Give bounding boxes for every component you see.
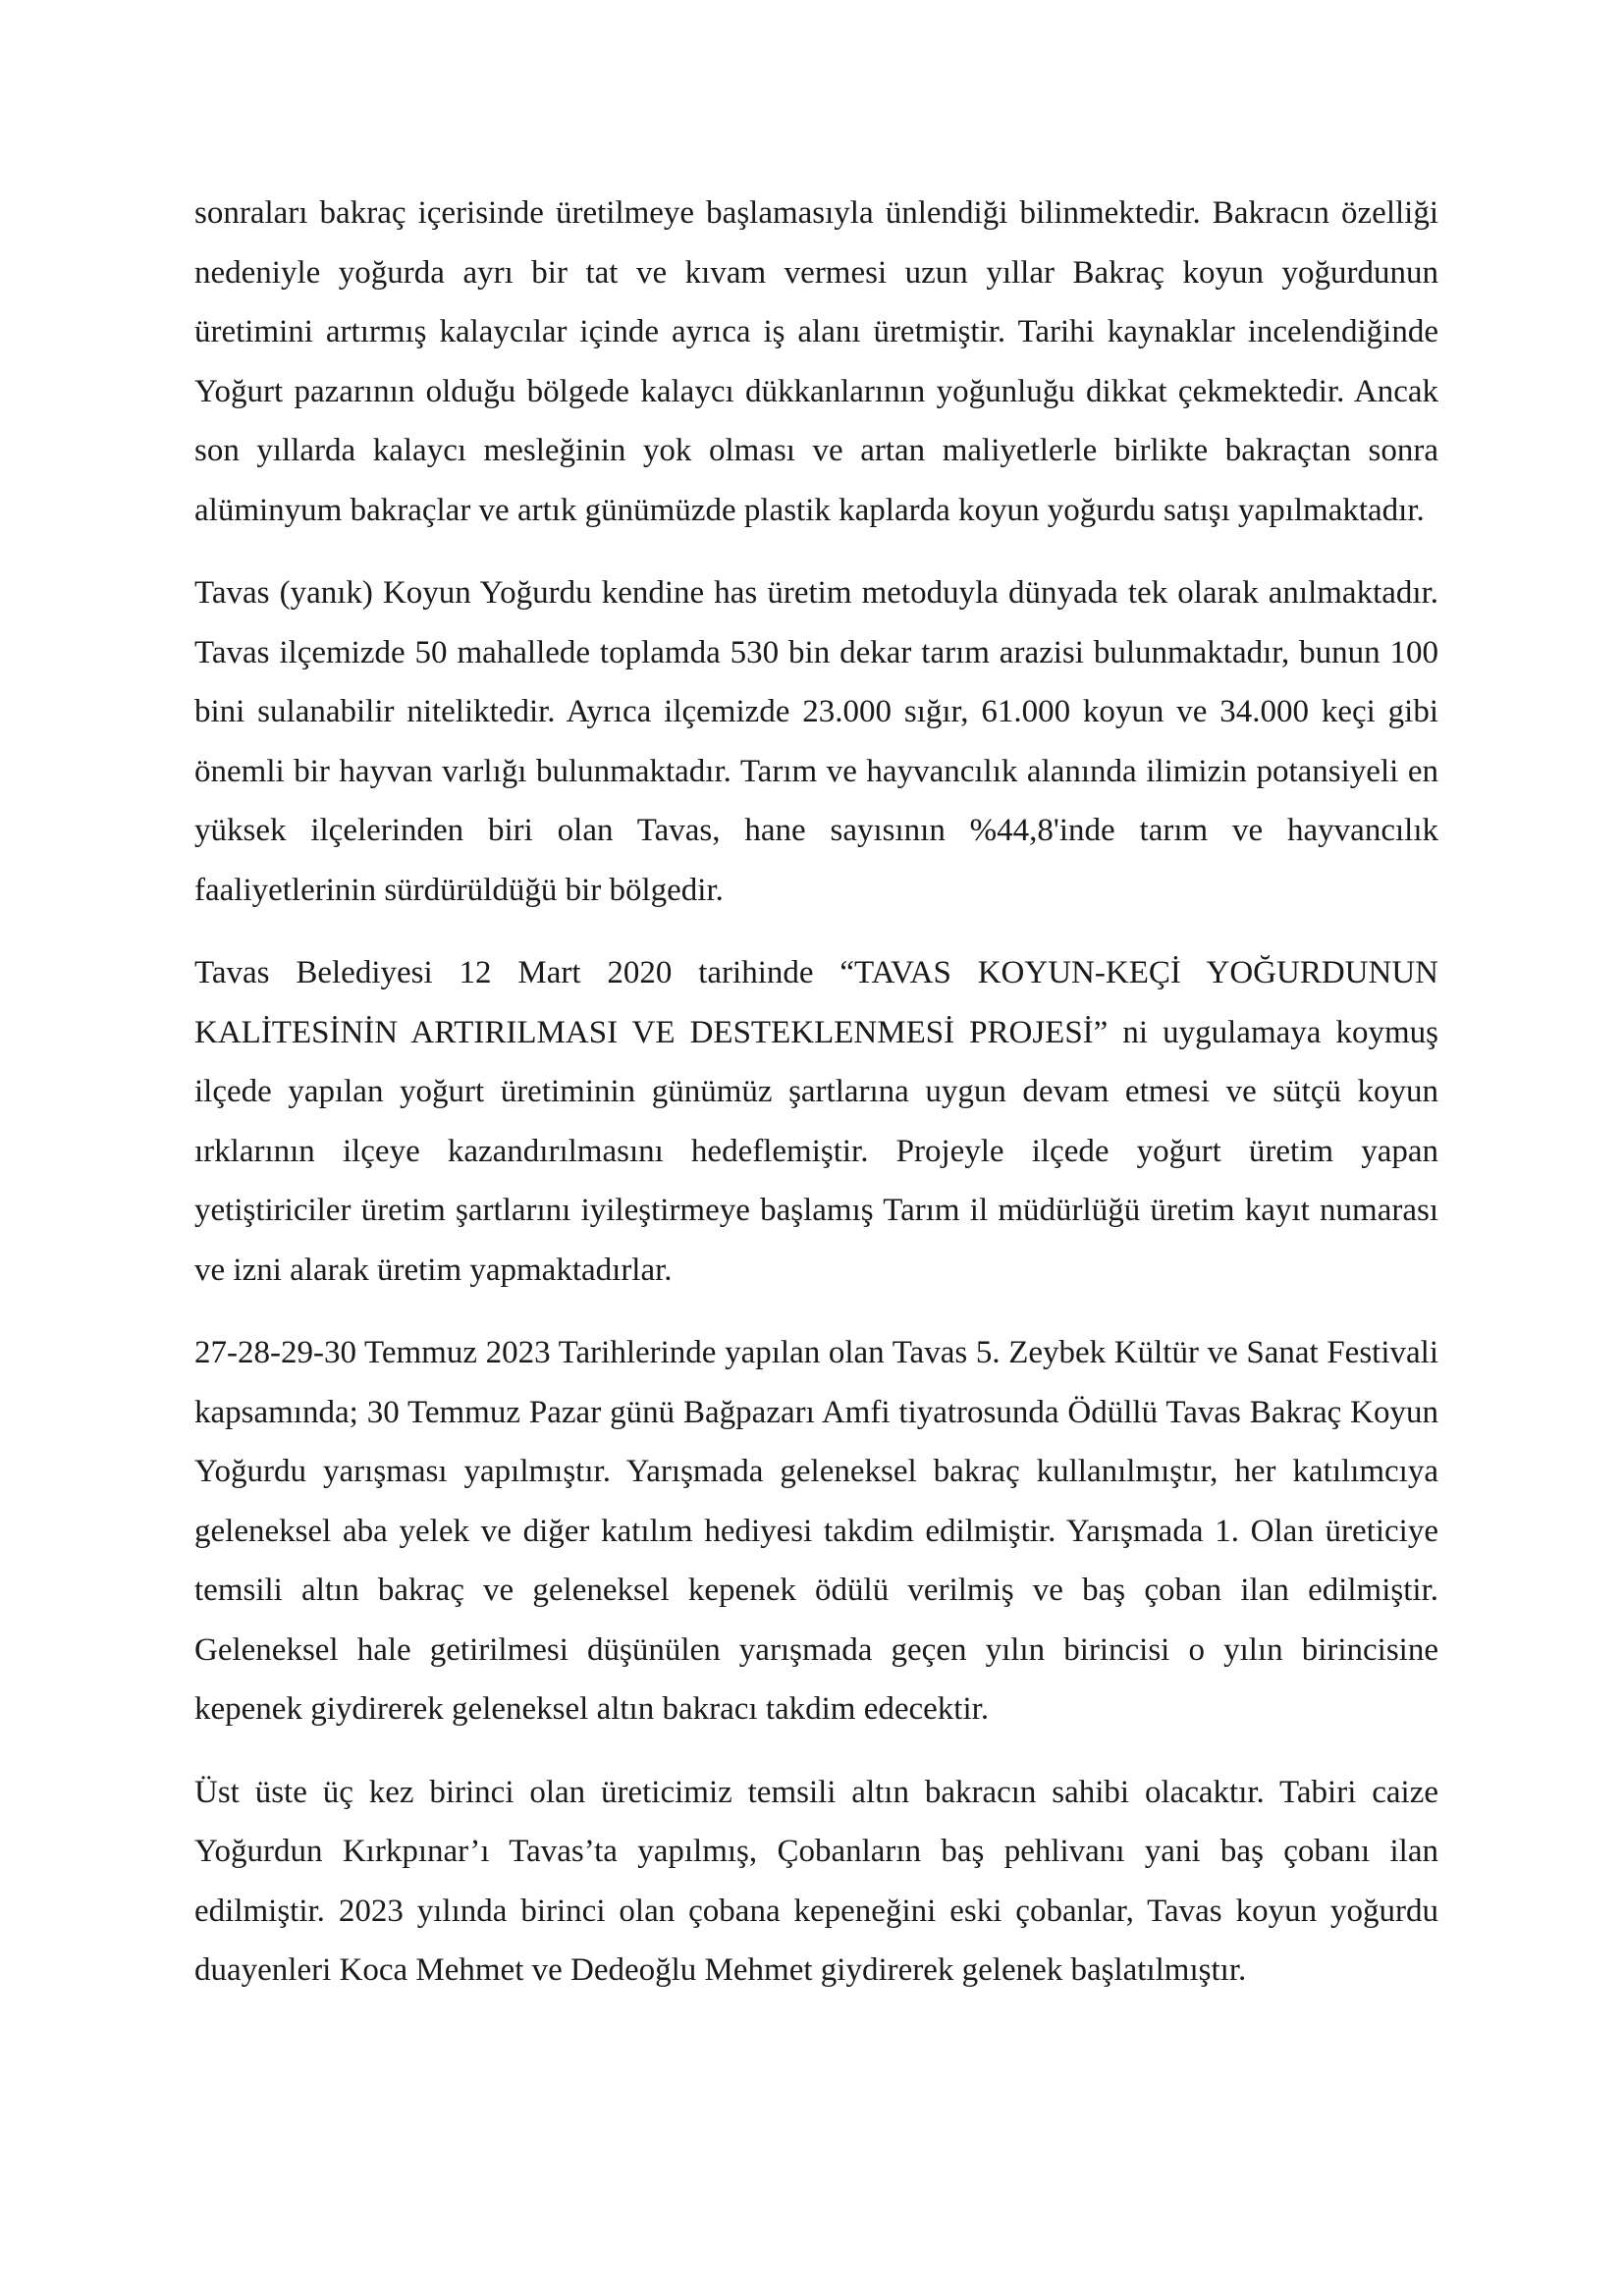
paragraph-5: Üst üste üç kez birinci olan üreticimiz temsili altın bakracın sahibi olacaktır. Tabiri caize Yoğurdun Kırkpınar’ı Tavas’ta yapılmış, Çobanların baş pehlivanı yani baş çobanı ilan edilmiştir. 2023 yılında birinci olan çobana kepeneğini eski çobanlar, Tavas koyun yoğurdu duayenleri Koca Mehmet ve Dedeoğlu Mehmet giydirerek gelenek başlatılmıştır. <box>194 1774 1438 1988</box>
paragraph-1: sonraları bakraç içerisinde üretilmeye başlamasıyla ünlendiği bilinmektedir. Bakracın özelliği nedeniyle yoğurda ayrı bir tat ve kıvam vermesi uzun yıllar Bakraç koyun yoğurdunun üretimini artırmış kalaycılar içinde ayrıca iş alanı üretmiştir. Tarihi kaynaklar incelendiğinde Yoğurt pazarının olduğu bölgede kalaycı dükkanlarının yoğunluğu dikkat çekmektedir. Ancak son yıllarda kalaycı mesleğinin yok olması ve artan maliyetlerle birlikte bakraçtan sonra alüminyum bakraçlar ve artık günümüzde plastik kaplarda koyun yoğurdu satışı yapılmaktadır. <box>194 195 1438 528</box>
document-body <box>194 184 1438 2024</box>
paragraph-2: Tavas (yanık) Koyun Yoğurdu kendine has üretim metoduyla dünyada tek olarak anılmaktadır. Tavas ilçemizde 50 mahallede toplamda 530 bin dekar tarım arazisi bulunmaktadır, bunun 100 bini sulanabilir niteliktedir. Ayrıca ilçemizde 23.000 sığır, 61.000 koyun ve 34.000 keçi gibi önemli bir hayvan varlığı bulunmaktadır. Tarım ve hayvancılık alanında ilimizin potansiyeli en yüksek ilçelerinden biri olan Tavas, hane sayısının %44,8'inde tarım ve hayvancılık faaliyetlerinin sürdürüldüğü bir bölgedir. <box>194 575 1438 908</box>
paragraph-4: 27-28-29-30 Temmuz 2023 Tarihlerinde yapılan olan Tavas 5. Zeybek Kültür ve Sanat Festivali kapsamında; 30 Temmuz Pazar günü Bağpazarı Amfi tiyatrosunda Ödüllü Tavas Bakraç Koyun Yoğurdu yarışması yapılmıştır. Yarışmada geleneksel bakraç kullanılmıştır, her katılımcıya geleneksel aba yelek ve diğer katılım hediyesi takdim edilmiştir. Yarışmada 1. Olan üreticiye temsili altın bakraç ve geleneksel kepenek ödülü verilmiş ve baş çoban ilan edilmiştir. Geleneksel hale getirilmesi düşünülen yarışmada geçen yılın birincisi o yılın birincisine kepenek giydirerek geleneksel altın bakracı takdim edecektir. <box>194 1335 1438 1727</box>
paragraph-3: Tavas Belediyesi 12 Mart 2020 tarihinde “TAVAS KOYUN-KEÇİ YOĞURDUNUN KALİTESİNİN ARTIRILMASI VE DESTEKLENMESİ PROJESİ” ni uygulamaya koymuş ilçede yapılan yoğurt üretiminin günümüz şartlarına uygun devam etmesi ve sütçü koyun ırklarının ilçeye kazandırılmasını hedeflemiştir. Projeyle ilçede yoğurt üretim yapan yetiştiriciler üretim şartlarını iyileştirmeye başlamış Tarım il müdürlüğü üretim kayıt numarası ve izni alarak üretim yapmaktadırlar. <box>194 955 1438 1288</box>
